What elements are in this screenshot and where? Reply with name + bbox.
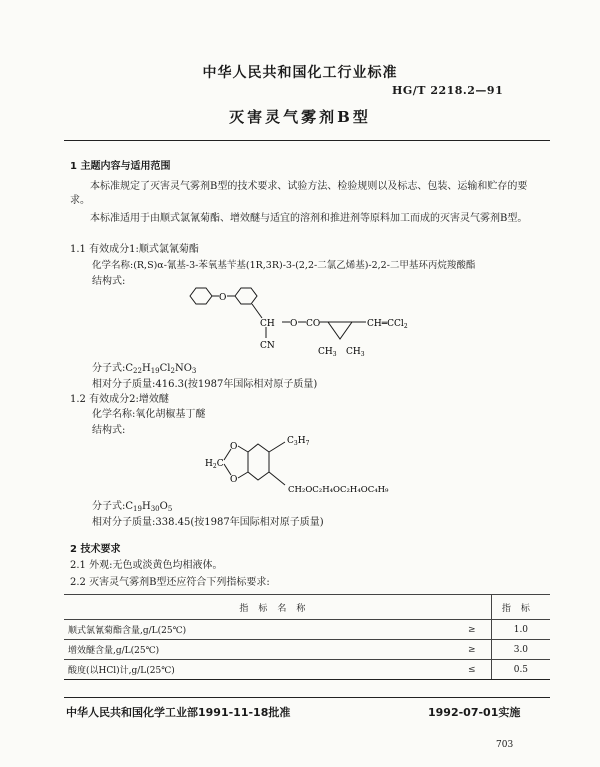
benzene-ring [248, 444, 269, 480]
molecular-weight-2: 相对分子质量:338.45(按1987年国际相对原子质量) [92, 517, 324, 528]
row-name: 增效醚含量,g/L(25℃) [64, 640, 453, 660]
document-title: 灭害灵气雾剂B型 [229, 108, 371, 126]
molecular-formula-2: 分子式$:C_{19}H_{30}O_5$ [92, 501, 173, 513]
section-1-heading: 1 主题内容与适用范围 [70, 161, 171, 172]
ch-group: CH [260, 319, 275, 329]
table-row [64, 620, 550, 640]
page-number: 703 [496, 740, 514, 750]
row-value: 3.0 [491, 640, 550, 660]
table-row [64, 660, 550, 680]
molecular-weight-1: 相对分子质量:416.3(按1987年国际相对原子质量) [92, 379, 318, 390]
methylene-group: $H_2C$ [205, 459, 224, 470]
footer-rule [64, 697, 550, 698]
ring-oxygen-1: O [230, 442, 238, 452]
row-name: 酸度(以HCl)计,g/L(25℃) [64, 660, 453, 680]
standard-code: HG/T 2218.2—91 [392, 84, 504, 97]
item-2-2: 2.2 灭害灵气雾剂B型还应符合下列指标要求: [70, 577, 270, 588]
table-row [64, 640, 550, 660]
polyether-chain: CH₂OC₂H₄OC₂H₄OC₄H₉ [288, 485, 389, 495]
subsection-1-2-heading: 1.2 有效成分2:增效醚 [70, 394, 169, 405]
col-header-name: 指标名称 [64, 595, 491, 620]
spec-table [64, 594, 550, 680]
ester-oxygen: O [290, 319, 298, 329]
col-header-value: 指标 [491, 595, 550, 620]
dichlorovinyl-group: CH═CCl$_2$ [367, 319, 408, 330]
methyl-group-1: $CH_3$ [318, 347, 337, 358]
approval-line: 中华人民共和国化学工业部1991-11-18批准 [66, 706, 291, 719]
chemical-name-1: 化学名称:(R,S)α-氰基-3-苯氧基苄基(1R,3R)-3-(2,2-二氯乙烯基)-2,2-二甲基环丙烷羧酸酯 [92, 260, 476, 271]
section-2-heading: 2 技术要求 [70, 544, 121, 555]
row-operator: ≥ [453, 620, 492, 640]
structure-formula-2 [200, 432, 400, 500]
cyano-group: CN [260, 341, 275, 351]
row-value: 0.5 [491, 660, 550, 680]
section-1-para-2: 本标准适用于由顺式氯氰菊酯、增效醚与适宜的溶剂和推进剂等原料加工而成的灭害灵气雾剂B型。 [90, 213, 528, 224]
row-value: 1.0 [491, 620, 550, 640]
row-name: 顺式氯氰菊酯含量,g/L(25℃) [64, 620, 453, 640]
item-2-1: 2.1 外观:无色或淡黄色均相液体。 [70, 560, 223, 571]
section-1-para-1: 本标准规定了灭害灵气雾剂B型的技术要求、试验方法、检验规则以及标志、包装、运输和贮存的要求。 [70, 181, 528, 206]
methyl-group-2: $CH_3$ [346, 347, 365, 358]
ring-oxygen-2: O [230, 475, 238, 485]
row-operator: ≥ [453, 640, 492, 660]
carbonyl-group: CO [306, 319, 321, 329]
phenyl-ring-1 [190, 288, 212, 304]
row-operator: ≤ [453, 660, 492, 680]
subsection-1-1-heading: 1.1 有效成分1:顺式氯氰菊酯 [70, 244, 199, 255]
molecular-formula-1: 分子式$:C_{22}H_{19}Cl_2NO_3$ [92, 363, 197, 375]
propyl-group: $C_3H_7$ [287, 436, 310, 447]
issuing-organization: 中华人民共和国化工行业标准 [202, 65, 398, 81]
cyclopropane-ring [328, 322, 352, 339]
ether-oxygen: O [219, 293, 227, 303]
phenyl-ring-2 [235, 288, 257, 304]
structure-label-1: 结构式: [92, 276, 126, 287]
table-header-row [64, 595, 550, 620]
structure-label-2: 结构式: [92, 425, 126, 436]
header-rule [64, 140, 550, 141]
effective-date: 1992-07-01实施 [428, 706, 521, 719]
structure-formula-1 [180, 284, 440, 362]
chemical-name-2: 化学名称:氧化胡椒基丁醚 [92, 409, 206, 420]
